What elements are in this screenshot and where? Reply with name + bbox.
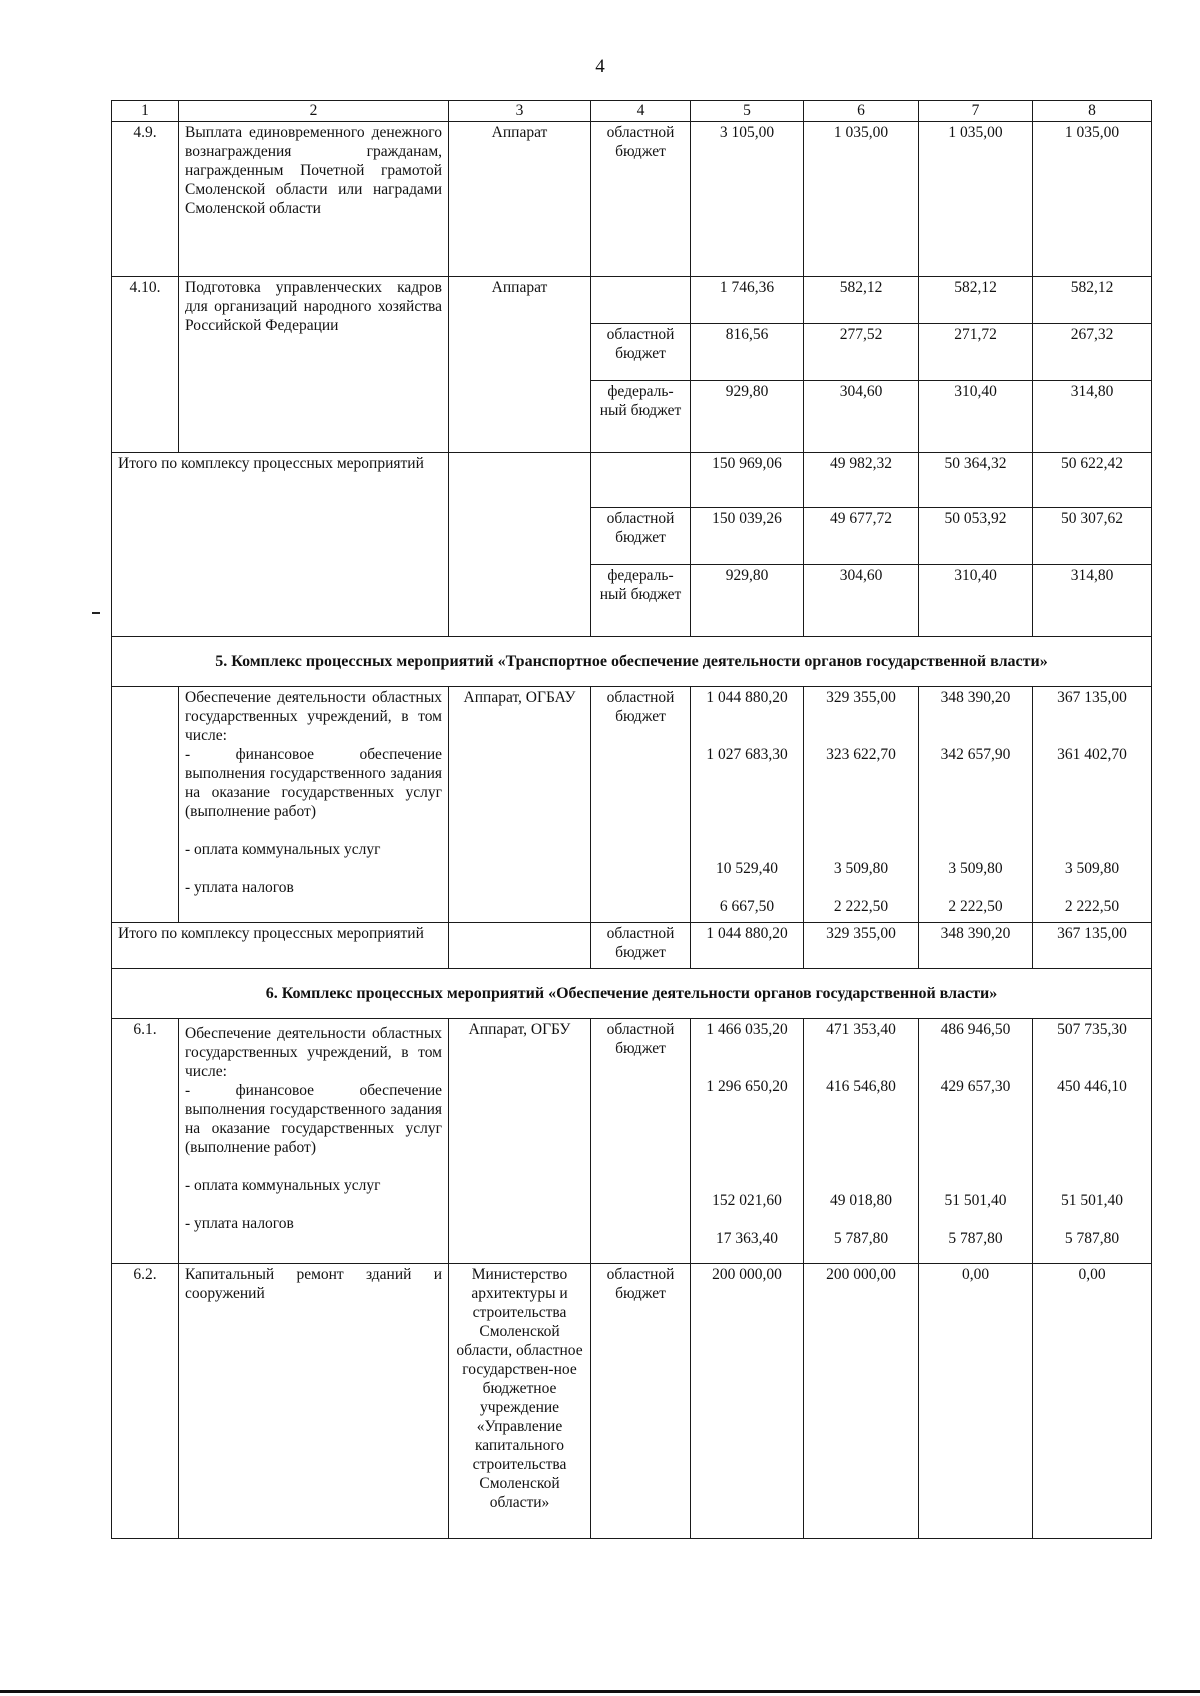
value-col-8: 50 307,62	[1033, 508, 1152, 565]
header-row	[112, 101, 1152, 122]
header-col-2: 2	[179, 101, 449, 122]
row-executor: Аппарат	[449, 122, 591, 277]
row-source: областной бюджет	[591, 923, 691, 969]
section-title: 6. Комплекс процессных мероприятий «Обеспечение деятельности органов государственной власти»	[112, 969, 1152, 1019]
value-col-8: 367 135,00	[1033, 923, 1152, 969]
header-col-3: 3	[449, 101, 591, 122]
row-executor	[449, 453, 591, 637]
value-col-8: 314,80	[1033, 565, 1152, 637]
row-source: областной бюджет	[591, 687, 691, 923]
value-col-7: 1 035,00	[919, 122, 1033, 277]
row-executor: Аппарат, ОГБАУ	[449, 687, 591, 923]
value-col-6: 329 355,00	[804, 923, 919, 969]
row-source: федераль-ный бюджет	[591, 565, 691, 637]
section-row	[112, 969, 1152, 1019]
desc-main: Обеспечение деятельности областных государственных учреждений, в том числе:	[185, 1025, 442, 1080]
value-col-8: 314,80	[1033, 381, 1152, 453]
row-executor	[449, 923, 591, 969]
value-col-6: 49 982,32	[804, 453, 919, 508]
desc-item-b: - оплата коммунальных услуг	[185, 841, 381, 858]
value-col-8: 50 622,42	[1033, 453, 1152, 508]
row-description: Подготовка управленческих кадров для организаций народного хозяйства Российской Федерации	[179, 277, 449, 453]
bottom-rule	[0, 1690, 1200, 1693]
value-col-5: 200 000,00	[691, 1264, 804, 1539]
value-col-8: 0,00	[1033, 1264, 1152, 1539]
row-executor: Аппарат, ОГБУ	[449, 1019, 591, 1264]
row-description: Капитальный ремонт зданий и сооружений	[179, 1264, 449, 1539]
value-col-5: 1 044 880,20 1 027 683,30 10 529,40 6 667,50	[691, 687, 804, 923]
row-description	[179, 1019, 449, 1264]
header-col-8: 8	[1033, 101, 1152, 122]
table-row	[112, 122, 1152, 277]
value-col-5: 816,56	[691, 324, 804, 381]
desc-item-c: - уплата налогов	[185, 1215, 294, 1232]
page-number: 4	[595, 56, 605, 77]
table-row	[112, 1264, 1152, 1539]
row-number: 6.1.	[112, 1019, 179, 1264]
desc-item-c: - уплата налогов	[185, 879, 294, 896]
value-col-5: 1 044 880,20	[691, 923, 804, 969]
value-col-8: 582,12	[1033, 277, 1152, 324]
value-col-5: 1 746,36	[691, 277, 804, 324]
row-source: областной бюджет	[591, 508, 691, 565]
section-row	[112, 637, 1152, 687]
row-description	[179, 687, 449, 923]
table-row	[112, 923, 1152, 969]
desc-item-a: - финансовое обеспечение выполнения государственного задания на оказание государственных услуг (выполнение работ)	[185, 1082, 442, 1156]
row-number: 6.2.	[112, 1264, 179, 1539]
desc-item-a: - финансовое обеспечение выполнения государственного задания на оказание государственных услуг (выполнение работ)	[185, 746, 442, 820]
row-source: федераль-ный бюджет	[591, 381, 691, 453]
value-col-6: 471 353,40 416 546,80 49 018,80 5 787,80	[804, 1019, 919, 1264]
row-number	[112, 687, 179, 923]
desc-main: Обеспечение деятельности областных государственных учреждений, в том числе:	[185, 689, 442, 744]
margin-mark	[92, 612, 100, 614]
value-col-6: 304,60	[804, 565, 919, 637]
row-source: областной бюджет	[591, 1264, 691, 1539]
budget-table	[111, 100, 1152, 1539]
table-row	[112, 453, 1152, 508]
value-col-5: 150 969,06	[691, 453, 804, 508]
value-col-6: 582,12	[804, 277, 919, 324]
value-col-6: 304,60	[804, 381, 919, 453]
value-col-5: 929,80	[691, 381, 804, 453]
value-col-5: 3 105,00	[691, 122, 804, 277]
value-col-6: 1 035,00	[804, 122, 919, 277]
row-source: областной бюджет	[591, 1019, 691, 1264]
row-executor: Министерство архитектуры и строительства Смоленской области, областное государствен-ное бюджетное учреждение «Управление капитального строительства Смоленской области»	[449, 1264, 591, 1539]
header-col-4: 4	[591, 101, 691, 122]
value-col-7: 310,40	[919, 381, 1033, 453]
value-col-7: 310,40	[919, 565, 1033, 637]
value-col-6: 49 677,72	[804, 508, 919, 565]
value-col-7: 50 053,92	[919, 508, 1033, 565]
value-col-6: 277,52	[804, 324, 919, 381]
row-source	[591, 277, 691, 324]
value-col-7: 348 390,20 342 657,90 3 509,80 2 222,50	[919, 687, 1033, 923]
value-col-5: 929,80	[691, 565, 804, 637]
row-number: 4.9.	[112, 122, 179, 277]
header-col-6: 6	[804, 101, 919, 122]
value-col-5: 1 466 035,20 1 296 650,20 152 021,60 17 363,40	[691, 1019, 804, 1264]
section-title: 5. Комплекс процессных мероприятий «Транспортное обеспечение деятельности органов государственной власти»	[112, 637, 1152, 687]
value-col-8: 367 135,00 361 402,70 3 509,80 2 222,50	[1033, 687, 1152, 923]
total-label: Итого по комплексу процессных мероприятий	[112, 923, 449, 969]
row-description: Выплата единовременного денежного вознаграждения гражданам, награжденным Почетной грамотой Смоленской области или наградами Смоленской области	[179, 122, 449, 277]
row-source: областной бюджет	[591, 324, 691, 381]
value-col-7: 271,72	[919, 324, 1033, 381]
header-col-7: 7	[919, 101, 1033, 122]
value-col-7: 348 390,20	[919, 923, 1033, 969]
header-col-5: 5	[691, 101, 804, 122]
table-row	[112, 687, 1152, 923]
row-source	[591, 453, 691, 508]
value-col-7: 582,12	[919, 277, 1033, 324]
total-label: Итого по комплексу процессных мероприятий	[112, 453, 449, 637]
value-col-6: 200 000,00	[804, 1264, 919, 1539]
value-col-5: 150 039,26	[691, 508, 804, 565]
row-executor: Аппарат	[449, 277, 591, 453]
value-col-6: 329 355,00 323 622,70 3 509,80 2 222,50	[804, 687, 919, 923]
header-col-1: 1	[112, 101, 179, 122]
table-row	[112, 277, 1152, 324]
value-col-8: 1 035,00	[1033, 122, 1152, 277]
value-col-8: 267,32	[1033, 324, 1152, 381]
row-source: областной бюджет	[591, 122, 691, 277]
value-col-7: 486 946,50 429 657,30 51 501,40 5 787,80	[919, 1019, 1033, 1264]
desc-item-b: - оплата коммунальных услуг	[185, 1177, 381, 1194]
value-col-8: 507 735,30 450 446,10 51 501,40 5 787,80	[1033, 1019, 1152, 1264]
table-row	[112, 1019, 1152, 1264]
row-number: 4.10.	[112, 277, 179, 453]
value-col-7: 50 364,32	[919, 453, 1033, 508]
value-col-7: 0,00	[919, 1264, 1033, 1539]
